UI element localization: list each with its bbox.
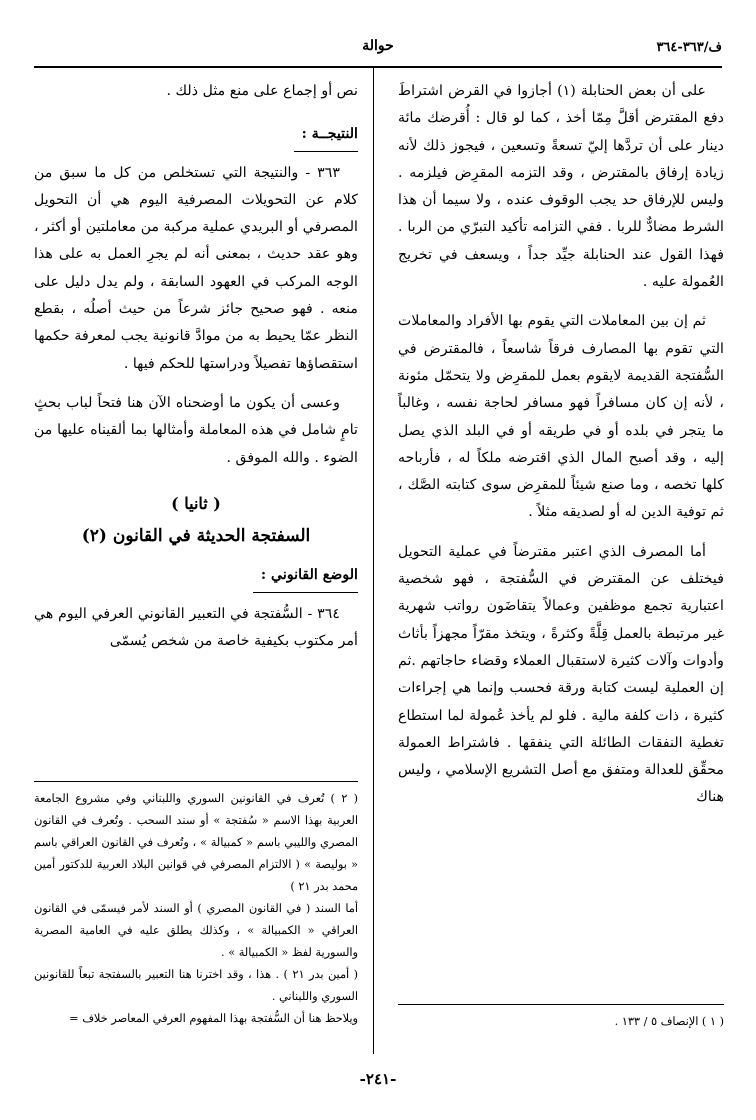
footnote: ( أمين بدر ٢١ ) . هذا ، وقد اخترنا هنا التعبير بالسفتجة تبعاً للقانونين السوري واللبناني . — [34, 968, 358, 1003]
part-marker: ( ثانيا ) — [171, 493, 221, 513]
paragraph: أما المصرف الذي اعتبر مقترضاً في عملية التحويل فيختلف عن المقترض في السُّفتجة ، فهو شخصية اعتبارية تجمع موظفين وعمالاً يتقاضَون رواتب شهرية غير مرتبطة بالعمل قِلَّةً وكثرةً ، ويتخذ مقرّاً مجهزاً بأثاث وأدوات وآلات كثيرة لاستقبال العملاء وقضاء حاجاتهم .ثم إن العملية ليست كتابة ورقة فحسب وإنما هي إجراءات كثيرة ، ذات كلفة مالية . فلو لم يأخذ عُمولة لما استطاع تغطية النفقات الطائلة التي ينفقها . فاشتراط العمولة محقِّق للعدالة ومتفق مع أصل التشريع الإسلامي ، وليس هناك — [398, 543, 724, 806]
page-range-header: ف/٣٦٣-٣٦٤ — [656, 40, 722, 55]
paragraph: نص أو إجماع على منع مثل ذلك . — [166, 83, 358, 99]
paragraph: وعسى أن يكون ما أوضحناه الآن هنا فتحاً لباب بحثٍ تامٍ شامل في هذه المعاملة وأمثالها بما ألقيناه عليها من الضوء . والله الموفق . — [34, 394, 358, 466]
footnote: أما السند ( في القانون المصري ) أو السند لأمر فيسمّى في القانون العراقي « الكمبيالة » ، وكذلك يطلق عليه في العامية المصرية والسورية لفظ « الكمبيالة » . — [34, 902, 358, 959]
column-divider — [373, 66, 374, 1054]
section-heading-legal: الوضع القانوني : — [253, 562, 358, 592]
footnote: ( ٢ ) تُعرف في القانونين السوري واللبناني وفي مشروع الجامعة العربية بهذا الاسم « سُفتجة » أو سند السحب . وتُعرف في القانون المصري والليبي باسم « كمبيالة » ، وتُعرف في القانون العراقي باسم « بوليصة » ( الالتزام المصرفي في قوانين البلاد العربية للدكتور أمين محمد بدر ٢١ ) — [34, 792, 358, 893]
paragraph-363: ٣٦٣ - والنتيجة التي تستخلص من كل ما سبق من كلام عن التحويلات المصرفية اليوم هي أن التحويل المصرفي أو البريدي عملية مركبة من معاملتين أو أكثر ، وهو عقد حديث ، بمعنى أنه لم يجرِ العمل به على هذا الوجه المركب في العهود السابقة ، ولم يدل دليل على منعه . فهو صحيح جائز شرعاً من حيث أصلُه ، بقطع النظر عمّا يحيط به من موادَّ قانونية يجب لمعرفة حكمها استقصاؤها تفصيلاً ودراستها للحكم فيها . — [34, 164, 358, 372]
header-rule — [34, 66, 722, 68]
page-number: -٢٤١- — [359, 1070, 397, 1088]
left-footnotes — [34, 781, 358, 1030]
section-heading-result: النتيجــة : — [294, 121, 358, 151]
footnote: ( ١ ) الإنصاف ٥ / ١٣٣ . — [614, 1015, 724, 1028]
footnote: ويلاحظ هنا أن السُّفتجة بهذا المفهوم العرفي المعاصر خلاف = — [69, 1012, 358, 1025]
paragraph: على أن بعض الحنابلة (١) أجازوا في القرض اشتراطَ دفع المقترض أقلَّ مِمّا أخذ ، كما لو قال : أُقرضك مائة دينار على أن تردَّها إليّ تسعةً وتسعين ، فيجوز ذلك لأنه زيادة إرفاق بالمقترض ، وقد التزمه المقرِض فيلزمه . وليس للإرفاق حد يجب الوقوف عنده ، ولا سيما أن هذا الشرط مضادٌّ للربا . ففي التزامه تأكيد التبرّي من الربا . فهذا القول عند الحنابلة جيِّد جداً ، ويسعف في تخريج العُمولة عليه . — [398, 83, 724, 291]
left-column — [34, 78, 358, 655]
section-title: السفتجة الحديثة في القانون (٢) — [81, 526, 311, 547]
running-title: حوالة — [362, 38, 394, 54]
paragraph-364: ٣٦٤ - السُّفتجة في التعبير القانوني العرفي اليوم هي أمر مكتوب بكيفية خاصة من شخص يُسمّى — [34, 605, 358, 650]
right-footnotes — [398, 1004, 724, 1033]
right-column — [398, 78, 724, 812]
paragraph: ثم إن بين المعاملات التي يقوم بها الأفراد والمعاملات التي تقوم بها المصارف فرقاً شاسعاً ، فالمقترض في السُّفتجة القديمة لايقوم بعمل للمقرِض ولا يتحمّل مئونة ، لأنه إن كان مسافراً فهو مسافر لحاجة نفسه ، وغالباً ما يتجر في بلده أو في طريقه أو في البلد الذي يصل إليه ، وقد أصبح المال الذي اقترضه ملكاً له ، فأرباحه كلها تخصه ، وما صنع شيئاً للمقرِض سوى كتابته الصَّك ، ثم توفية الدين له أو لصديقه مثلاً . — [398, 313, 724, 521]
